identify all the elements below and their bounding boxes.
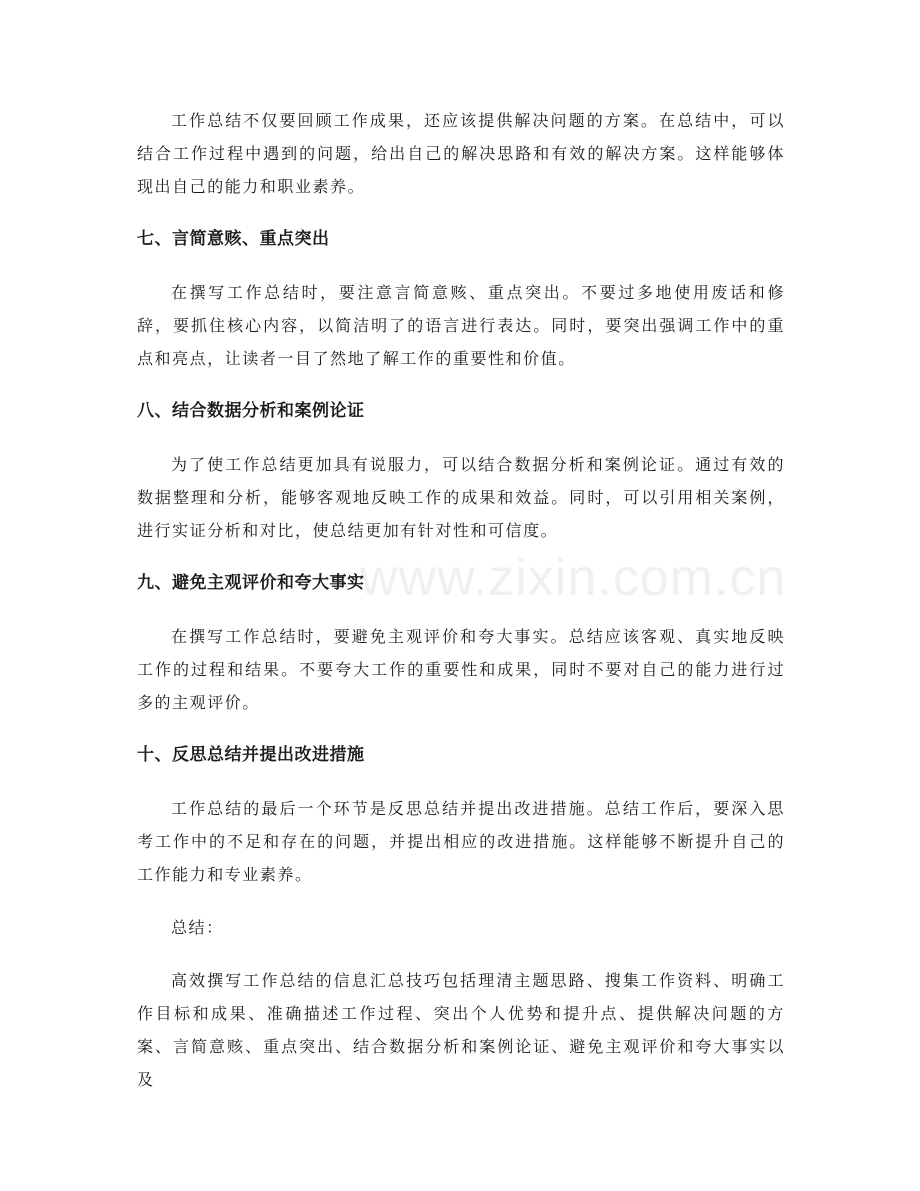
paragraph-data-analysis: 为了使工作总结更加具有说服力，可以结合数据分析和案例论证。通过有效的数据整理和分析，能够客观地反映工作的成果和效益。同时，可以引用相关案例，进行实证分析和对比，使总结更加有针对性和可信度。 <box>137 455 785 540</box>
heading-data-analysis: 八、结合数据分析和案例论证 <box>137 401 365 421</box>
paragraph-summary: 高效撰写工作总结的信息汇总技巧包括理清主题思路、搜集工作资料、明确工作目标和成果、准确描述工作过程、突出个人优势和提升点、提供解决问题的方案、言简意赅、重点突出、结合数据分析和案例论证、避免主观评价和夸大事实以及 <box>137 971 785 1089</box>
document-body <box>137 104 785 1096</box>
summary-label: 总结： <box>171 918 224 937</box>
heading-objectivity: 九、避免主观评价和夸大事实 <box>137 573 365 593</box>
watermark: www.zixin.com.cn <box>360 549 787 607</box>
paragraph-reflection: 工作总结的最后一个环节是反思总结并提出改进措施。总结工作后，要深入思考工作中的不足和存在的问题，并提出相应的改进措施。这样能够不断提升自己的工作能力和专业素养。 <box>137 799 785 884</box>
paragraph-solutions: 工作总结不仅要回顾工作成果，还应该提供解决问题的方案。在总结中，可以结合工作过程中遇到的问题，给出自己的解决思路和有效的解决方案。这样能够体现出自己的能力和职业素养。 <box>137 111 785 196</box>
paragraph-objectivity: 在撰写工作总结时，要避免主观评价和夸大事实。总结应该客观、真实地反映工作的过程和结果。不要夸大工作的重要性和成果，同时不要对自己的能力进行过多的主观评价。 <box>137 627 785 712</box>
paragraph-concise: 在撰写工作总结时，要注意言简意赅、重点突出。不要过多地使用废话和修辞，要抓住核心内容，以简洁明了的语言进行表达。同时，要突出强调工作中的重点和亮点，让读者一目了然地了解工作的重要性和价值。 <box>137 283 785 368</box>
heading-reflection: 十、反思总结并提出改进措施 <box>137 745 365 765</box>
heading-concise: 七、言简意赅、重点突出 <box>137 229 330 249</box>
